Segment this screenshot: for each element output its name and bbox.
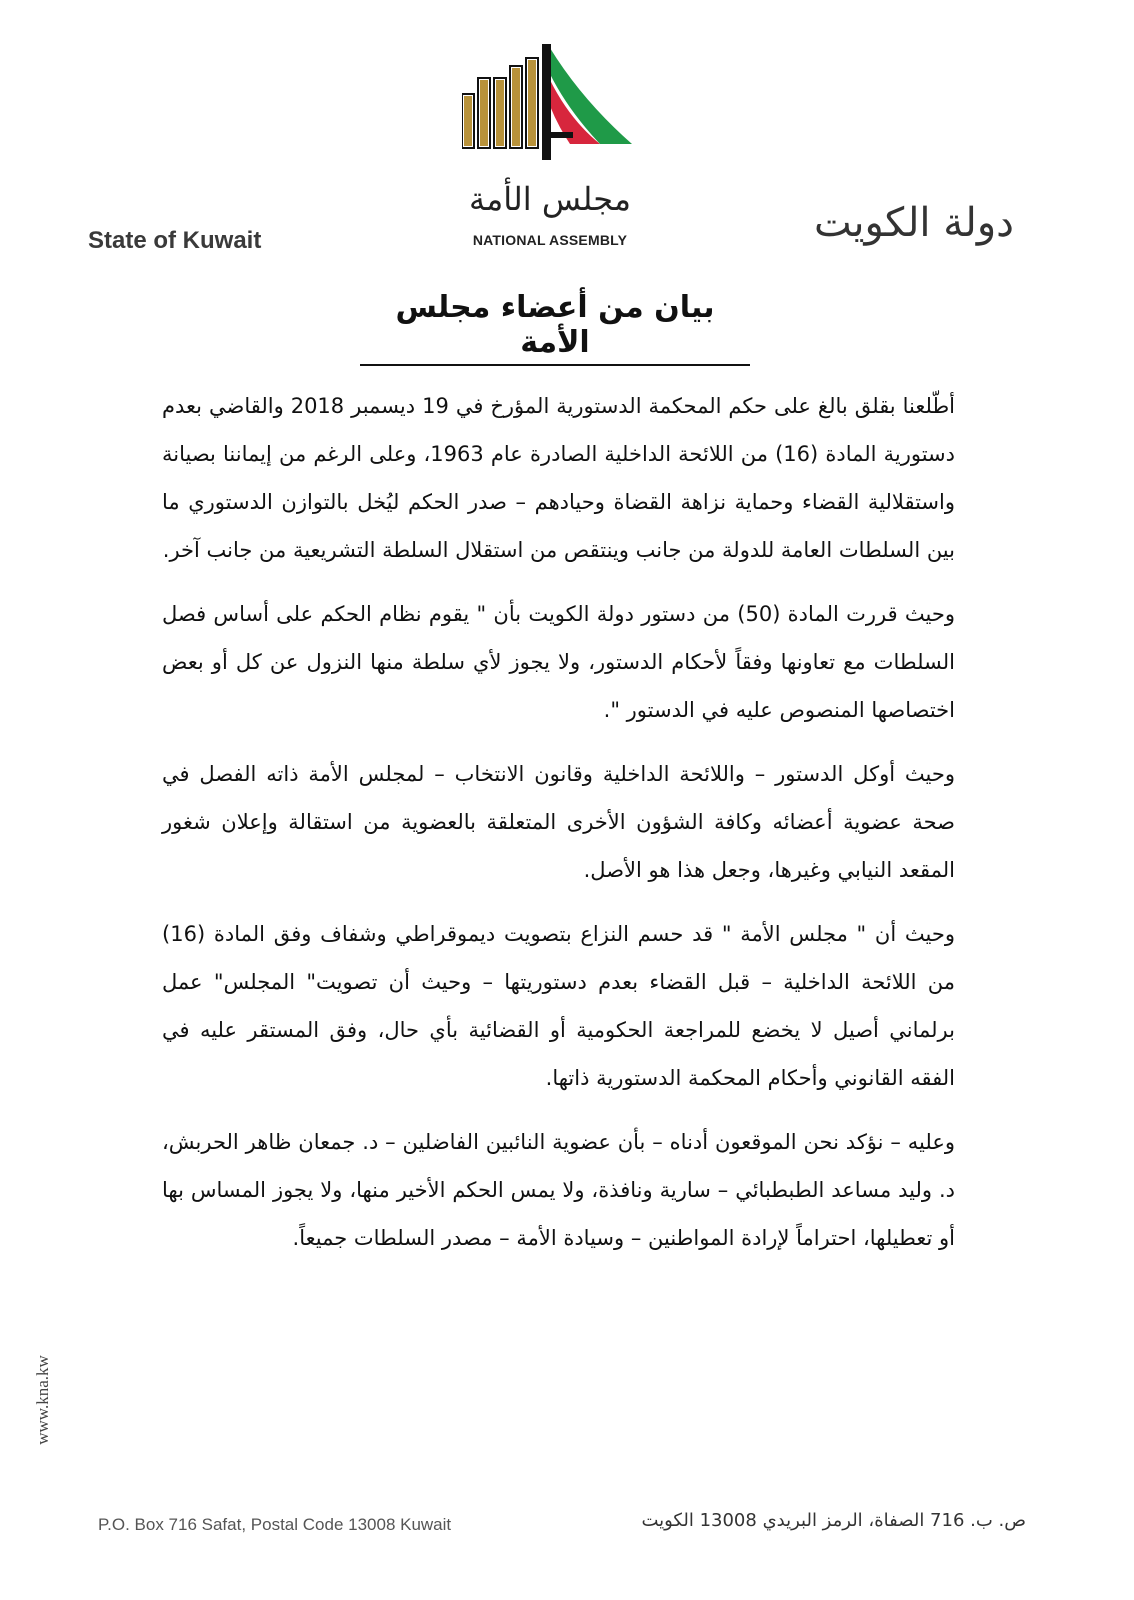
state-of-kuwait-english: State of Kuwait [88,227,262,254]
website-text: www.kna.kw [33,1355,52,1445]
paragraph: وحيث قررت المادة (50) من دستور دولة الكويت بأن " يقوم نظام الحكم على أساس فصل السلطات مع تعاونها وفقاً لأحكام الدستور، ولا يجوز لأي سلطة منها النزول عن كل أو بعض اختصاصها المنصوص عليه في الدستور ". [162,602,955,722]
website-vertical [28,1335,58,1475]
document-body [162,382,955,1278]
document-title: بيان من أعضاء مجلس الأمة [360,290,750,366]
state-of-kuwait-arabic: دولة الكويت [814,200,1014,246]
paragraph: أطّلعنا بقلق بالغ على حكم المحكمة الدستورية المؤرخ في 19 ديسمبر 2018 والقاضي بعدم دستورية المادة (16) من اللائحة الداخلية الصادرة عام 1963، وعلى الرغم من إيماننا بصيانة واستقلالية القضاء وحماية نزاهة القضاة وحيادهم – صدر الحكم ليُخل بالتوازن الدستوري ما بين السلطات العامة للدولة من جانب وينتقص من استقلال السلطة التشريعية من جانب آخر. [162,394,956,562]
national-assembly-logo-icon [462,40,642,160]
footer-address-english: P.O. Box 716 Safat, Postal Code 13008 Kuwait [98,1515,452,1534]
paragraph: وعليه – نؤكد نحن الموقعون أدناه – بأن عضوية النائبين الفاضلين – د. جمعان ظاهر الحربش، د. وليد مساعد الطبطبائي – سارية ونافذة، ولا يمس الحكم الأخير منها، ولا يجوز المساس بها أو تعطيلها، احتراماً لإرادة المواطنين – وسيادة الأمة – مصدر السلطات جميعاً. [162,1130,955,1250]
logo-arabic-text: مجلس الأمة [468,180,632,218]
footer-address-arabic: ص. ب. 716 الصفاة، الرمز البريدي 13008 الكويت [641,1510,1026,1531]
paragraph: وحيث أن " مجلس الأمة " قد حسم النزاع بتصويت ديموقراطي وشفاف وفق المادة (16) من اللائحة الداخلية – قبل القضاء بعدم دستوريتها – وحيث أن تصويت" المجلس" عمل برلماني أصيل لا يخضع للمراجعة الحكومية أو القضائية بأي حال، وفق المستقر عليه في الفقه القانوني وأحكام المحكمة الدستورية ذاتها. [162,922,955,1090]
paragraph: وحيث أوكل الدستور – واللائحة الداخلية وقانون الانتخاب – لمجلس الأمة ذاته الفصل في صحة عضوية أعضائه وكافة الشؤون الأخرى المتعلقة بالعضوية من استقالة وإعلان شغور المقعد النيابي وغيرها، وجعل هذا هو الأصل. [162,762,955,882]
logo-english-text: NATIONAL ASSEMBLY [472,232,628,248]
